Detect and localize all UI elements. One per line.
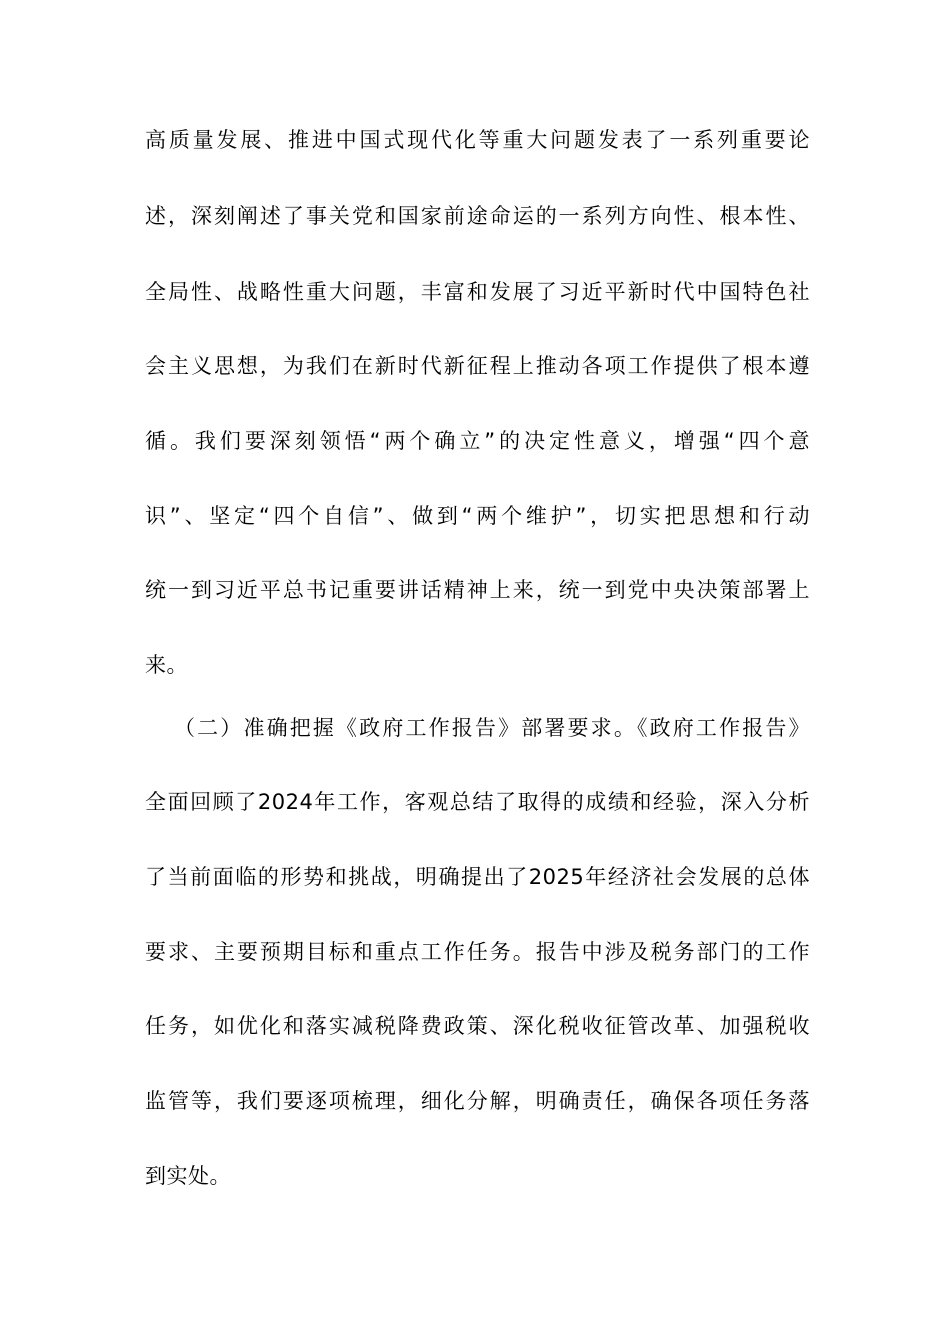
paragraph-line: 会主义思想，为我们在新时代新征程上推动各项工作提供了根本遵 — [145, 354, 810, 378]
paragraph-line: 来。 — [145, 653, 188, 677]
paragraph-line: 识”、坚定“四个自信”、做到“两个维护”，切实把思想和行动 — [145, 504, 810, 528]
paragraph-line: 要求、主要预期目标和重点工作任务。报告中涉及税务部门的工作 — [145, 940, 810, 964]
paragraph-line: 了当前面临的形势和挑战，明确提出了2025年经济社会发展的总体 — [145, 865, 810, 889]
paragraph-line: 高质量发展、推进中国式现代化等重大问题发表了一系列重要论 — [145, 128, 810, 152]
paragraph-line: 述，深刻阐述了事关党和国家前途命运的一系列方向性、根本性、 — [145, 204, 810, 228]
paragraph-line: 全局性、战略性重大问题，丰富和发展了习近平新时代中国特色社 — [145, 280, 810, 304]
paragraph-line: 监管等，我们要逐项梳理，细化分解，明确责任，确保各项任务落 — [145, 1089, 810, 1113]
paragraph-line: 统一到习近平总书记重要讲话精神上来，统一到党中央决策部署上 — [145, 578, 810, 602]
paragraph-line: 到实处。 — [145, 1164, 231, 1188]
paragraph-line: 任务，如优化和落实减税降费政策、深化税收征管改革、加强税收 — [145, 1014, 810, 1038]
paragraph-line: 循。我们要深刻领悟“两个确立”的决定性意义，增强“四个意 — [145, 429, 810, 453]
paragraph-line: 全面回顾了2024年工作，客观总结了取得的成绩和经验，深入分析 — [145, 790, 810, 814]
paragraph-line: （二）准确把握《政府工作报告》部署要求。《政府工作报告》 — [174, 716, 810, 740]
